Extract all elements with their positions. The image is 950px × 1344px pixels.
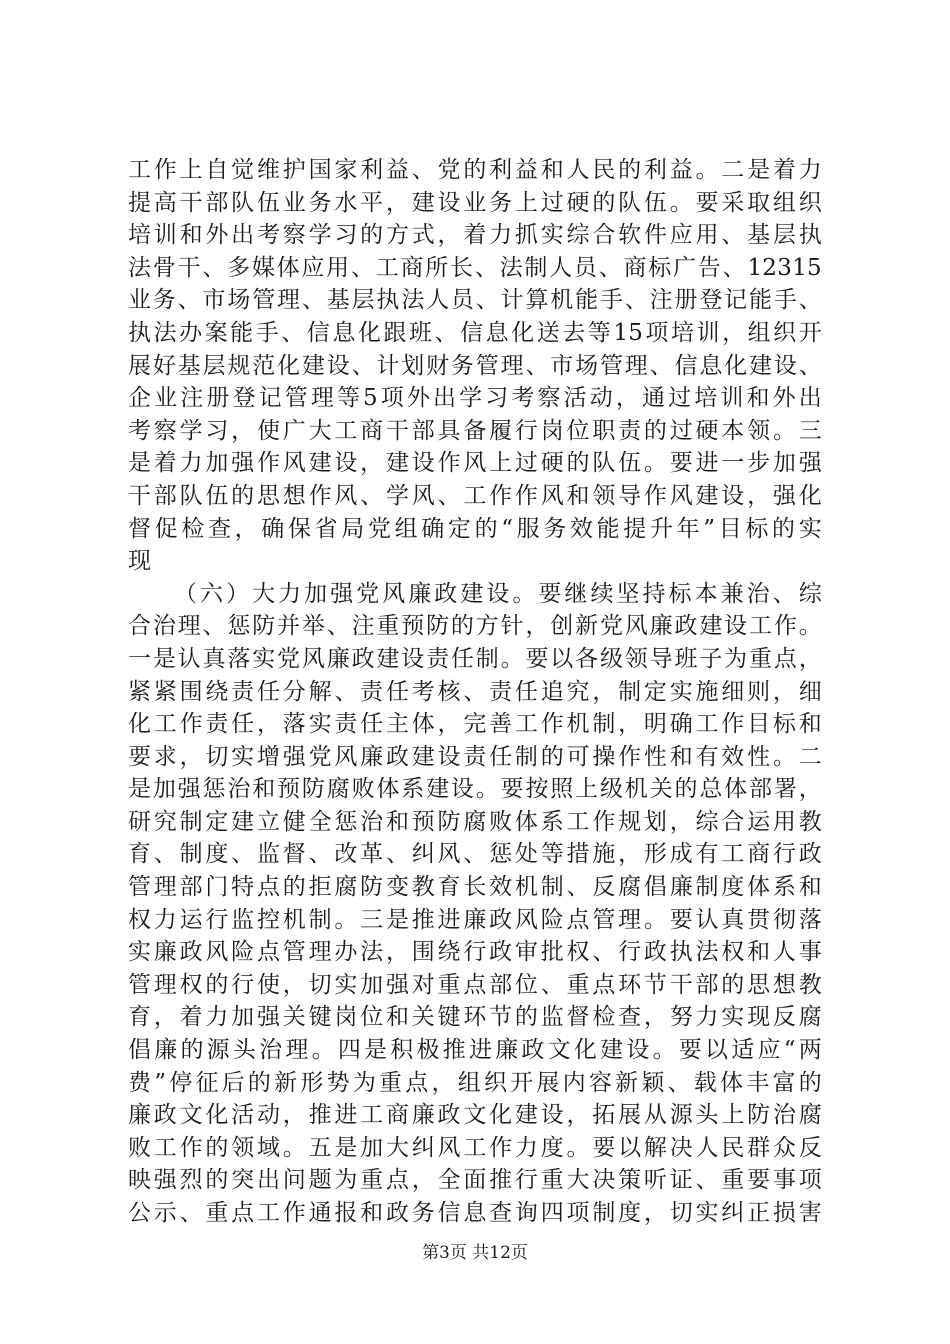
- text-line-section-heading: （六）大力加强党风廉政建设。要继续坚持标本兼治、综: [174, 580, 822, 607]
- text-line-paragraph-end: 现: [128, 548, 152, 575]
- text-line: 工作上自觉维护国家利益、党的利益和人民的利益。二是着力: [128, 157, 822, 183]
- text-line: 化工作责任，落实责任主体，完善工作机制，明确工作目标和: [128, 711, 822, 738]
- text-line: 培训和外出考察学习的方式，着力抓实综合软件应用、基层执: [128, 222, 822, 249]
- text-line: 干部队伍的思想作风、学风、工作作风和领导作风建设，强化: [128, 482, 822, 509]
- text-line: 一是认真落实党风廉政建设责任制。要以各级领导班子为重点，: [128, 645, 822, 672]
- text-line: 研究制定建立健全惩治和预防腐败体系工作规划，综合运用教: [128, 808, 822, 835]
- text-line: 廉政文化活动，推进工商廉政文化建设，拓展从源头上防治腐: [128, 1102, 822, 1129]
- text-line: 业务、市场管理、基层执法人员、计算机能手、注册登记能手、: [128, 287, 822, 314]
- text-line: 败工作的领域。五是加大纠风工作力度。要以解决人民群众反: [128, 1134, 822, 1161]
- page-number-footer: 第3页 共12页: [422, 1243, 528, 1263]
- text-line: 督促检查，确保省局党组确定的“服务效能提升年”目标的实: [128, 515, 822, 542]
- text-line: 展好基层规范化建设、计划财务管理、市场管理、信息化建设、: [128, 352, 822, 379]
- text-line: 映强烈的突出问题为重点，全面推行重大决策听证、重要事项: [128, 1167, 822, 1194]
- text-line: 紧紧围绕责任分解、责任考核、责任追究，制定实施细则，细: [128, 678, 822, 705]
- text-line: 提高干部队伍业务水平，建设业务上过硬的队伍。要采取组织: [128, 189, 822, 216]
- text-line: 合治理、惩防并举、注重预防的方针，创新党风廉政建设工作。: [128, 613, 822, 640]
- text-line: 倡廉的源头治理。四是积极推进廉政文化建设。要以适应“两: [128, 1037, 822, 1064]
- text-line: 企业注册登记管理等5项外出学习考察活动，通过培训和外出: [128, 385, 822, 412]
- text-line: 是加强惩治和预防腐败体系建设。要按照上级机关的总体部署，: [128, 776, 822, 803]
- text-line: 执法办案能手、信息化跟班、信息化送去等15项培训，组织开: [128, 319, 822, 346]
- body-text: [128, 154, 822, 1230]
- text-line: 管理部门特点的拒腐防变教育长效机制、反腐倡廉制度体系和: [128, 874, 822, 901]
- text-line: 法骨干、多媒体应用、工商所长、法制人员、商标广告、12315: [128, 254, 822, 281]
- text-line: 权力运行监控机制。三是推进廉政风险点管理。要认真贯彻落: [128, 906, 822, 933]
- text-line: 要求，切实增强党风廉政建设责任制的可操作性和有效性。二: [128, 743, 822, 770]
- text-line: 是着力加强作风建设，建设作风上过硬的队伍。要进一步加强: [128, 450, 822, 477]
- text-line: 育，着力加强关键岗位和关键环节的监督检查，努力实现反腐: [128, 1004, 822, 1031]
- text-line: 实廉政风险点管理办法，围绕行政审批权、行政执法权和人事: [128, 939, 822, 966]
- text-line: 考察学习，使广大工商干部具备履行岗位职责的过硬本领。三: [128, 417, 822, 444]
- text-line: 管理权的行使，切实加强对重点部位、重点环节干部的思想教: [128, 971, 822, 998]
- text-line: 育、制度、监督、改革、纠风、惩处等措施，形成有工商行政: [128, 841, 822, 868]
- text-line: 费”停征后的新形势为重点，组织开展内容新颖、载体丰富的: [128, 1069, 822, 1096]
- text-line: 公示、重点工作通报和政务信息查询四项制度，切实纠正损害: [128, 1200, 822, 1226]
